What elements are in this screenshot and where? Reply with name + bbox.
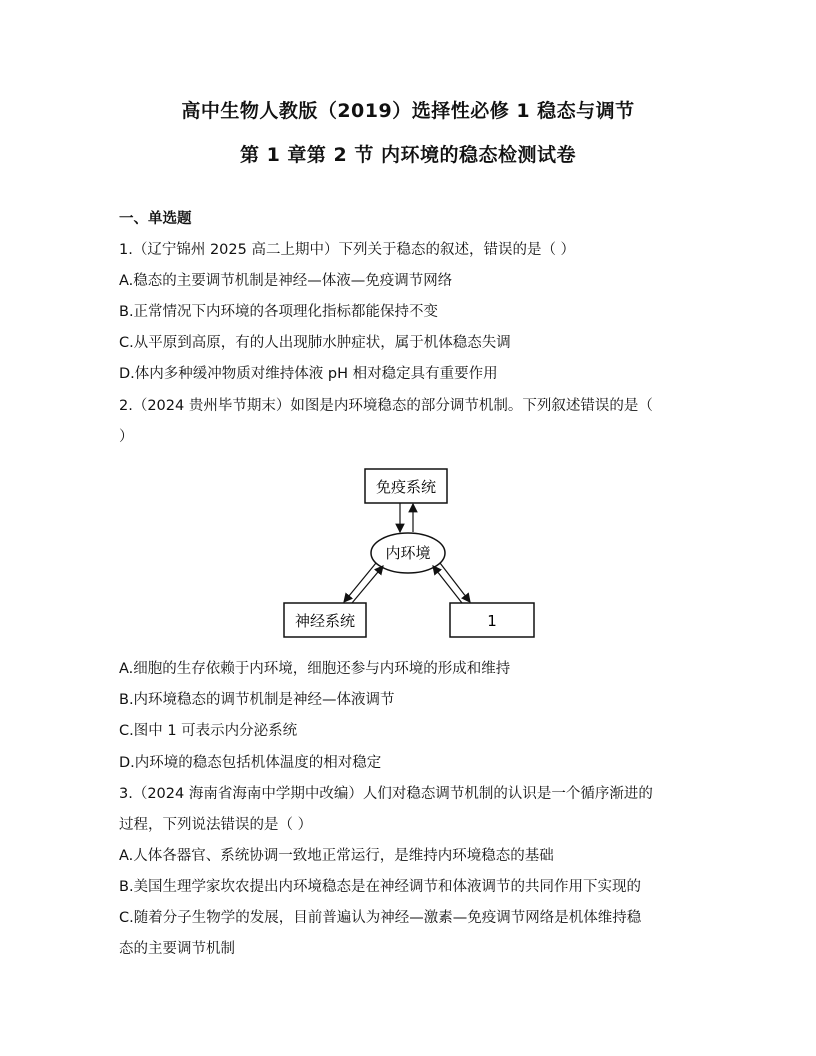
q2-option-c: C.图中 1 可表示内分泌系统 xyxy=(119,723,298,739)
q1-option-a: A.稳态的主要调节机制是神经—体液—免疫调节网络 xyxy=(119,273,453,289)
q1-stem: 1.（辽宁锦州 2025 高二上期中）下列关于稳态的叙述，错误的是（ ） xyxy=(119,242,576,258)
q3-option-c-line1: C.随着分子生物学的发展，目前普遍认为神经—激素—免疫调节网络是机体维持稳 xyxy=(119,910,642,926)
nervous-system-label: 神经系统 xyxy=(294,612,356,630)
q2-option-b: B.内环境稳态的调节机制是神经—体液调节 xyxy=(119,692,395,708)
section-heading: 一、单选题 xyxy=(119,211,192,227)
q1-option-d: D.体内多种缓冲物质对维持体液 pH 相对稳定具有重要作用 xyxy=(119,366,498,382)
q2-stem-line2: ） xyxy=(119,429,134,445)
internal-environment-label: 内环境 xyxy=(385,544,431,562)
q3-stem-line2: 过程，下列说法错误的是（ ） xyxy=(119,817,313,833)
q1-option-c: C.从平原到高原，有的人出现肺水肿症状，属于机体稳态失调 xyxy=(119,335,511,351)
q2-option-a: A.细胞的生存依赖于内环境，细胞还参与内环境的形成和维持 xyxy=(119,661,511,677)
arrow-env-to-nerve xyxy=(344,563,376,602)
q1-option-b: B.正常情况下内环境的各项理化指标都能保持不变 xyxy=(119,304,439,320)
q3-option-b: B.美国生理学家坎农提出内环境稳态是在神经调节和体液调节的共同作用下实现的 xyxy=(119,879,642,895)
immune-system-label: 免疫系统 xyxy=(375,478,437,496)
page-title-line2: 第 1 章第 2 节 内环境的稳态检测试卷 xyxy=(239,144,576,166)
q2-stem-line1: 2.（2024 贵州毕节期末）如图是内环境稳态的部分调节机制。下列叙述错误的是（ xyxy=(119,398,653,414)
q3-option-a: A.人体各器官、系统协调一致地正常运行，是维持内环境稳态的基础 xyxy=(119,848,554,864)
page-title-line1: 高中生物人教版（2019）选择性必修 1 稳态与调节 xyxy=(181,100,635,122)
arrow-nerve-to-env xyxy=(352,566,383,603)
q3-option-c-line2: 态的主要调节机制 xyxy=(119,941,235,957)
arrow-env-to-box1 xyxy=(440,563,470,602)
q3-stem-line1: 3.（2024 海南省海南中学期中改编）人们对稳态调节机制的认识是一个循序渐进的 xyxy=(119,786,653,802)
arrow-box1-to-env xyxy=(433,566,462,603)
q2-option-d: D.内环境的稳态包括机体温度的相对稳定 xyxy=(119,755,382,771)
box-1-label: 1 xyxy=(487,612,497,630)
regulation-diagram xyxy=(270,462,550,642)
